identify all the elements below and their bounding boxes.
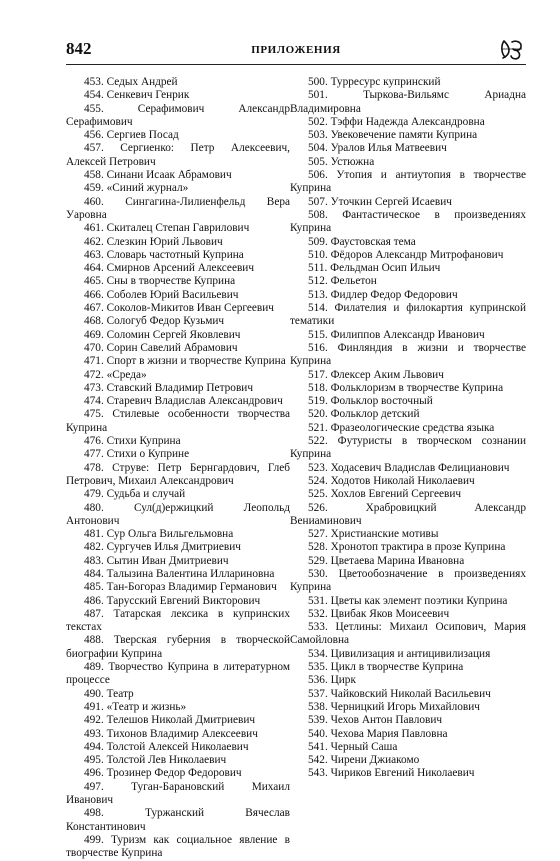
index-entry: 500. Турресурс купринский bbox=[308, 76, 441, 88]
index-entry: 520. Фольклор детский bbox=[308, 408, 420, 421]
index-entry: 493. Тихонов Владимир Алексеевич bbox=[84, 727, 258, 740]
index-entry: 457. Сергиенко: Петр Алексеевич, Алексей Петрович bbox=[66, 142, 290, 168]
index-entry: 536. Цирк bbox=[308, 674, 356, 687]
index-entry: 494. Толстой Алексей Николаевич bbox=[84, 740, 249, 753]
index-entry: 513. Фидлер Федор Федорович bbox=[308, 288, 458, 301]
index-entry: 504. Уралов Илья Матвеевич bbox=[308, 142, 447, 155]
index-entry: 460. Сингагина-Лилиенфельд Вера Уаровна bbox=[66, 195, 290, 221]
index-entry: 543. Чириков Евгений Николаевич bbox=[308, 767, 475, 780]
index-entry: 509. Фаустовская тема bbox=[308, 235, 416, 248]
index-entry: 521. Фразеологические средства языка bbox=[308, 421, 495, 434]
index-entry: 506. Утопия и антиутопия в творчестве Куприна bbox=[290, 169, 526, 195]
index-entry: 535. Цикл в творчестве Куприна bbox=[308, 661, 464, 674]
index-entry: 524. Ходотов Николай Николаевич bbox=[308, 474, 475, 487]
index-entry: 518. Фольклоризм в творчестве Куприна bbox=[308, 381, 504, 394]
index-entry: 466. Соболев Юрий Васильевич bbox=[84, 288, 239, 301]
index-entry: 461. Скиталец Степан Гаврилович bbox=[84, 222, 250, 235]
index-entry: 469. Соломин Сергей Яковлевич bbox=[84, 328, 241, 341]
index-entry: 455. Серафимович Александр Серафимович bbox=[66, 102, 290, 128]
index-entry: 486. Тарусский Евгений Викторович bbox=[84, 594, 261, 607]
index-entry: 510. Фёдоров Александр Митрофанович bbox=[308, 248, 504, 261]
index-entry: 465. Сны в творчестве Куприна bbox=[84, 275, 236, 288]
index-entry: 458. Синани Исаак Абрамович bbox=[84, 169, 232, 182]
index-entry: 471. Спорт в жизни и творчестве Куприна bbox=[84, 355, 286, 368]
index-entry: 517. Флексер Аким Львович bbox=[308, 368, 444, 381]
index-entry: 495. Толстой Лев Николаевич bbox=[84, 754, 227, 767]
index-entry: 499. Туризм как социальное явление в творчестве Куприна bbox=[66, 833, 290, 860]
index-entry: 491. «Театр и жизнь» bbox=[84, 700, 187, 713]
index-entry: 474. Старевич Владислав Александрович bbox=[84, 395, 283, 408]
index-entry: 459. «Синий журнал» bbox=[84, 182, 189, 195]
index-entry: 531. Цветы как элемент поэтики Куприна bbox=[308, 594, 508, 607]
index-entry: 456. Сергиев Посад bbox=[84, 129, 179, 142]
index-entry: 496. Трозинер Федор Федорович bbox=[84, 767, 242, 780]
index-entry: 490. Театр bbox=[84, 687, 134, 700]
index-entry: 508. Фантастическое в произведениях Куприна bbox=[290, 208, 526, 235]
index-column-right bbox=[290, 76, 526, 781]
index-entry: 512. Фельетон bbox=[308, 275, 377, 288]
index-entry: 534. Цивилизация и антицивилизация bbox=[308, 647, 491, 660]
index-entry: 539. Чехов Антон Павлович bbox=[308, 714, 443, 727]
index-entry: 464. Смирнов Арсений Алексеевич bbox=[84, 262, 255, 275]
index-entry: 488. Тверская губерния в творческой биографии Куприна bbox=[66, 634, 290, 660]
index-entry: 528. Хронотоп трактира в прозе Куприна bbox=[308, 541, 506, 554]
index-entry: 487. Татарская лексика в купринских текстах bbox=[66, 607, 290, 634]
index-entry: 475. Стилевые особенности творчества Куприна bbox=[66, 408, 290, 434]
page-header bbox=[66, 38, 526, 62]
index-entry: 468. Сологуб Федор Кузьмич bbox=[84, 315, 225, 328]
index-entry: 485. Тан-Богораз Владимир Германович bbox=[84, 581, 277, 594]
index-entry: 483. Сытин Иван Дмитриевич bbox=[84, 554, 229, 567]
index-entry: 463. Словарь частотный Куприна bbox=[84, 248, 244, 261]
index-entry: 541. Черный Саша bbox=[308, 740, 398, 753]
page-number: 842 bbox=[66, 39, 92, 58]
index-entry: 514. Филателия и филокартия купринской тематики bbox=[290, 302, 526, 328]
index-entry: 462. Слезкин Юрий Львович bbox=[84, 235, 223, 248]
index-entry: 479. Судьба и случай bbox=[84, 488, 186, 501]
index-entry: 516. Финляндия в жизни и творчестве Куприна bbox=[290, 341, 526, 368]
index-entry: 501. Тыркова-Вильямс Ариадна Владимировна bbox=[290, 89, 526, 115]
index-entry: 467. Соколов-Микитов Иван Сергеевич bbox=[84, 302, 274, 315]
index-entry: 497. Туган-Барановский Михаил Иванович bbox=[66, 780, 290, 807]
index-entry: 519. Фольклор восточный bbox=[308, 395, 433, 408]
index-entry: 530. Цветообозначение в произведениях Куприна bbox=[290, 567, 526, 594]
index-entry: 505. Устюжна bbox=[308, 155, 375, 168]
index-entry: 522. Футуристы в творческом сознании Куприна bbox=[290, 435, 526, 461]
index-entry: 527. Христианские мотивы bbox=[308, 528, 439, 541]
index-entry: 480. Сул(д)ержицкий Леопольд Антонович bbox=[66, 501, 290, 527]
index-entry: 478. Струве: Петр Бернгардович, Глеб Петрович, Михаил Александрович bbox=[66, 461, 290, 487]
index-column-left bbox=[66, 76, 290, 861]
index-entry: 476. Стихи Куприна bbox=[84, 435, 181, 448]
index-entry: 498. Туржанский Вячеслав Константинович bbox=[66, 807, 290, 833]
index-entry: 473. Ставский Владимир Петрович bbox=[84, 381, 254, 394]
index-entry: 526. Храбровицкий Александр Вениаминович bbox=[290, 501, 526, 527]
index-entry: 481. Сур Ольга Вильгельмовна bbox=[84, 528, 234, 541]
index-entry: 477. Стихи о Куприне bbox=[84, 448, 190, 461]
index-entry: 502. Тэффи Надежда Александровна bbox=[308, 115, 485, 128]
header-rule bbox=[66, 64, 526, 65]
index-entry: 470. Сорин Савелий Абрамович bbox=[84, 341, 238, 354]
index-entry: 525. Хохлов Евгений Сергеевич bbox=[308, 488, 462, 501]
index-entry: 484. Талызина Валентина Иллариновна bbox=[84, 567, 275, 580]
index-entry: 533. Цетлины: Михаил Осипович, Мария Самойловна bbox=[290, 621, 526, 647]
index-entry: 454. Сенкевич Генрик bbox=[84, 89, 190, 102]
index-entry: 515. Филиппов Александр Иванович bbox=[308, 328, 485, 341]
running-title: ПРИЛОЖЕНИЯ bbox=[251, 44, 341, 56]
index-entry: 492. Телешов Николай Дмитриевич bbox=[84, 714, 256, 727]
index-entry: 538. Черницкий Игорь Михайлович bbox=[308, 700, 480, 713]
index-entry: 453. Седых Андрей bbox=[84, 76, 178, 88]
index-entry: 511. Фельдман Осип Ильич bbox=[308, 262, 441, 275]
index-entry: 532. Цвибак Яков Моисеевич bbox=[308, 607, 450, 620]
index-entry: 482. Сургучев Илья Дмитриевич bbox=[84, 541, 241, 554]
kuprin-monogram-icon bbox=[498, 37, 526, 61]
index-entry: 507. Уточкин Сергей Исаевич bbox=[308, 195, 452, 208]
index-entry: 489. Творчество Куприна в литературном процессе bbox=[66, 661, 290, 687]
index-entry: 540. Чехова Мария Павловна bbox=[308, 727, 448, 740]
index-entry: 537. Чайковский Николай Васильевич bbox=[308, 687, 491, 700]
index-entry: 472. «Среда» bbox=[84, 368, 147, 381]
index-entry: 529. Цветаева Марина Ивановна bbox=[308, 554, 465, 567]
index-entry: 523. Ходасевич Владислав Фелицианович bbox=[308, 461, 510, 474]
index-entry: 503. Увековечение памяти Куприна bbox=[308, 129, 478, 142]
index-entry: 542. Чирени Джиакомо bbox=[308, 754, 420, 767]
